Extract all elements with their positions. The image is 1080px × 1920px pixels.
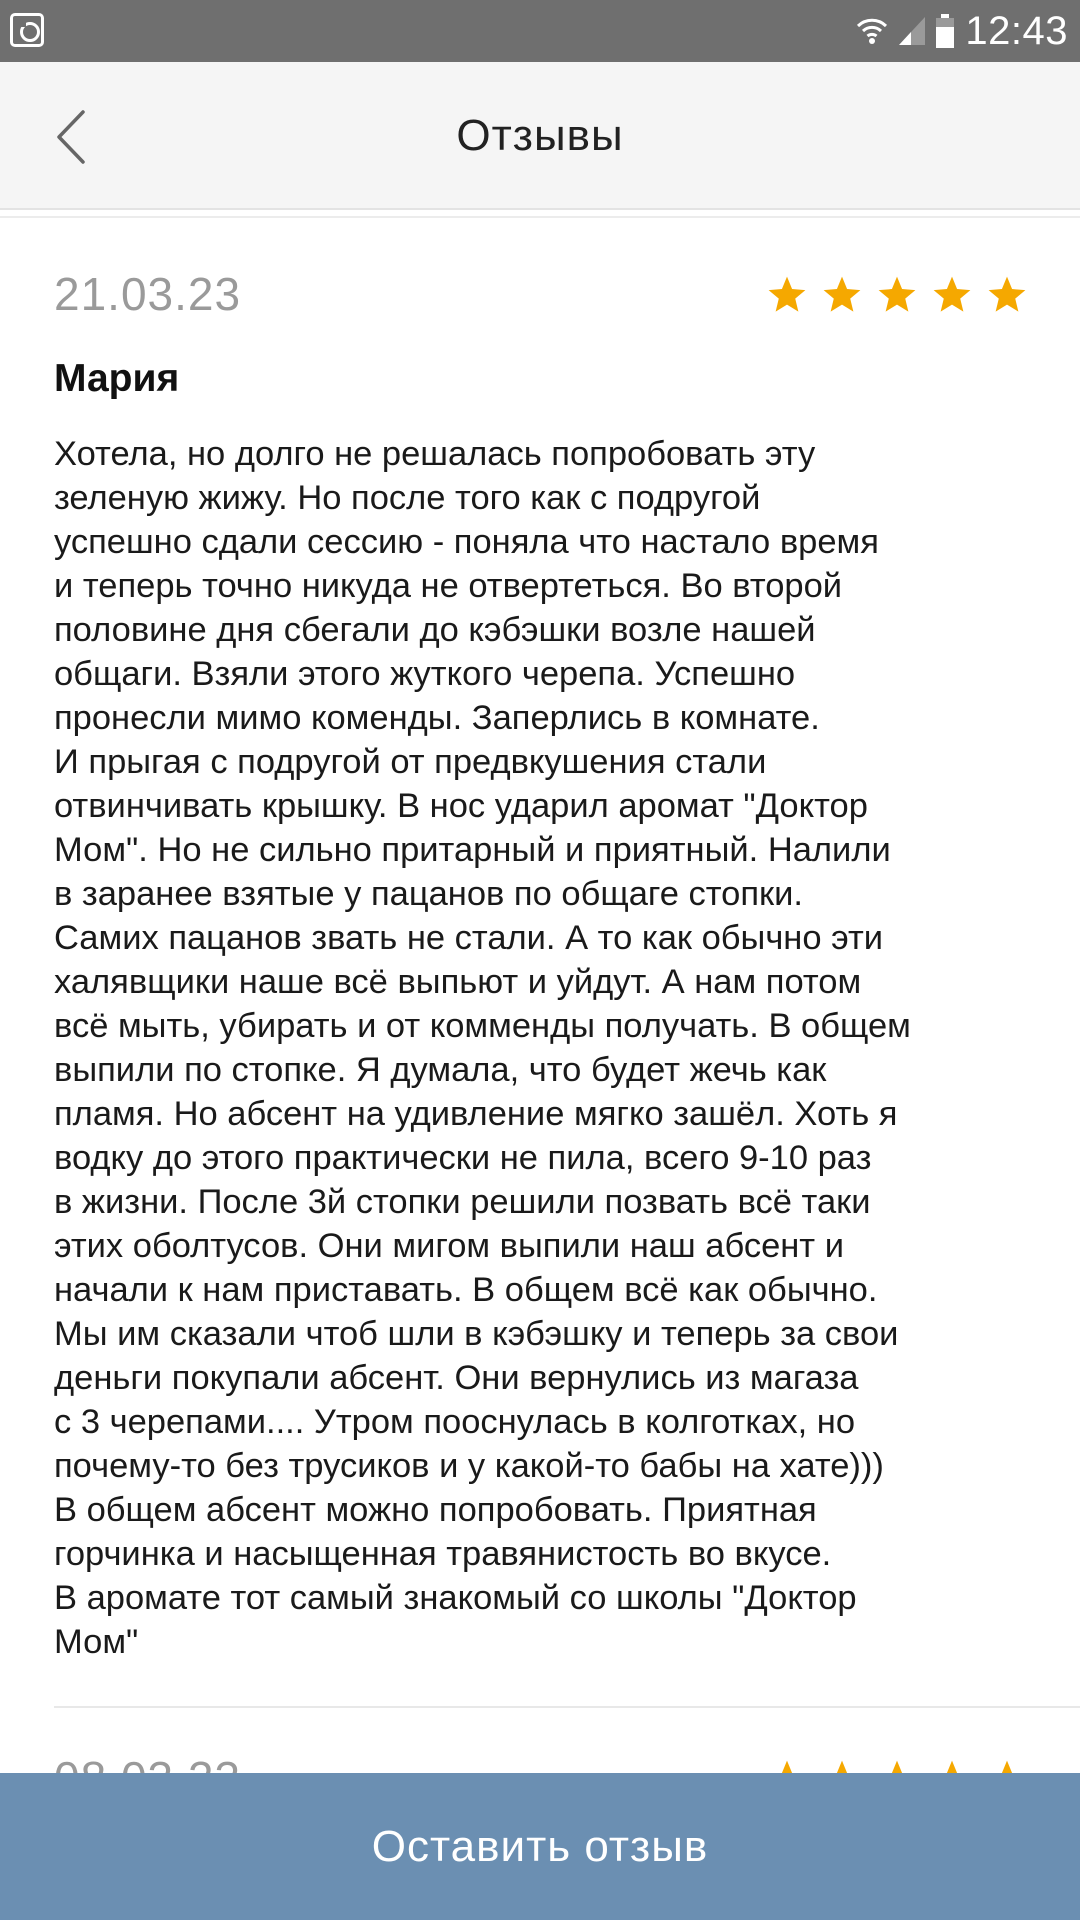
status-icons bbox=[855, 0, 1068, 62]
star-icon bbox=[986, 274, 1028, 316]
reviews-list[interactable] bbox=[0, 218, 1080, 1773]
leave-review-label: Оставить отзыв bbox=[371, 1821, 709, 1871]
review-item bbox=[0, 218, 1080, 1708]
star-icon bbox=[931, 274, 973, 316]
star-icon bbox=[876, 274, 918, 316]
app-header bbox=[0, 62, 1080, 210]
wifi-icon bbox=[855, 14, 889, 48]
review-author: Мария bbox=[54, 357, 180, 400]
star-icon bbox=[821, 274, 863, 316]
status-time: 12:43 bbox=[965, 8, 1068, 53]
leave-review-button[interactable] bbox=[0, 1773, 1080, 1920]
app-notification-icon bbox=[10, 13, 44, 47]
review-rating bbox=[753, 274, 1028, 316]
status-bar bbox=[0, 0, 1080, 62]
battery-icon bbox=[935, 13, 955, 49]
signal-icon bbox=[897, 15, 927, 47]
page-title: Отзывы bbox=[456, 111, 624, 160]
review-date: 21.03.23 bbox=[54, 268, 242, 320]
star-icon bbox=[766, 274, 808, 316]
review-text: Хотела, но долго не решалась попробовать эту зеленую жижу. Но после того как с подругой успешно сдали сессию - поняла что настало время и теперь точно никуда не отвертеться. Во второй половине дня сбегали до кэбэшки возле нашей общаги. Взяли этого жуткого черепа. Успешно пронесли мимо коменды. Заперлись в комнате. И прыгая с подругой от предвкушения стали отвинчивать крышку. В нос ударил аромат "Доктор Мом". Но не сильно притарный и приятный. Налили в заранее взятые у пацанов по общаге стопки. Самих пацанов звать не стали. А то как обычно эти халявщики наше всё выпьют и уйдут. А нам потом всё мыть, убирать и от комменды получать. В общем выпили по стопке. Я думала, что будет жечь как пламя. Но абсент на удивление мягко зашёл. Хоть я водку до этого практически не пила, всего 9-10 раз в жизни. После 3й стопки решили позвать всё таки этих оболтусов. Они мигом выпили наш абсент и начали к нам приставать. В общем всё как обычно. Мы им сказали чтоб шли в кэбэшку и теперь за свои деньги покупали абсент. Они вернулись из магаза с 3 черепами.... Утром пооснулась в колготках, но почему-то без трусиков и у какой-то бабы на хате))) В общем абсент можно попробовать. Приятная горчинка и насыщенная травянистость во вкусе. В аромате тот самый знакомый со школы "Доктор Мом" bbox=[54, 435, 911, 1661]
